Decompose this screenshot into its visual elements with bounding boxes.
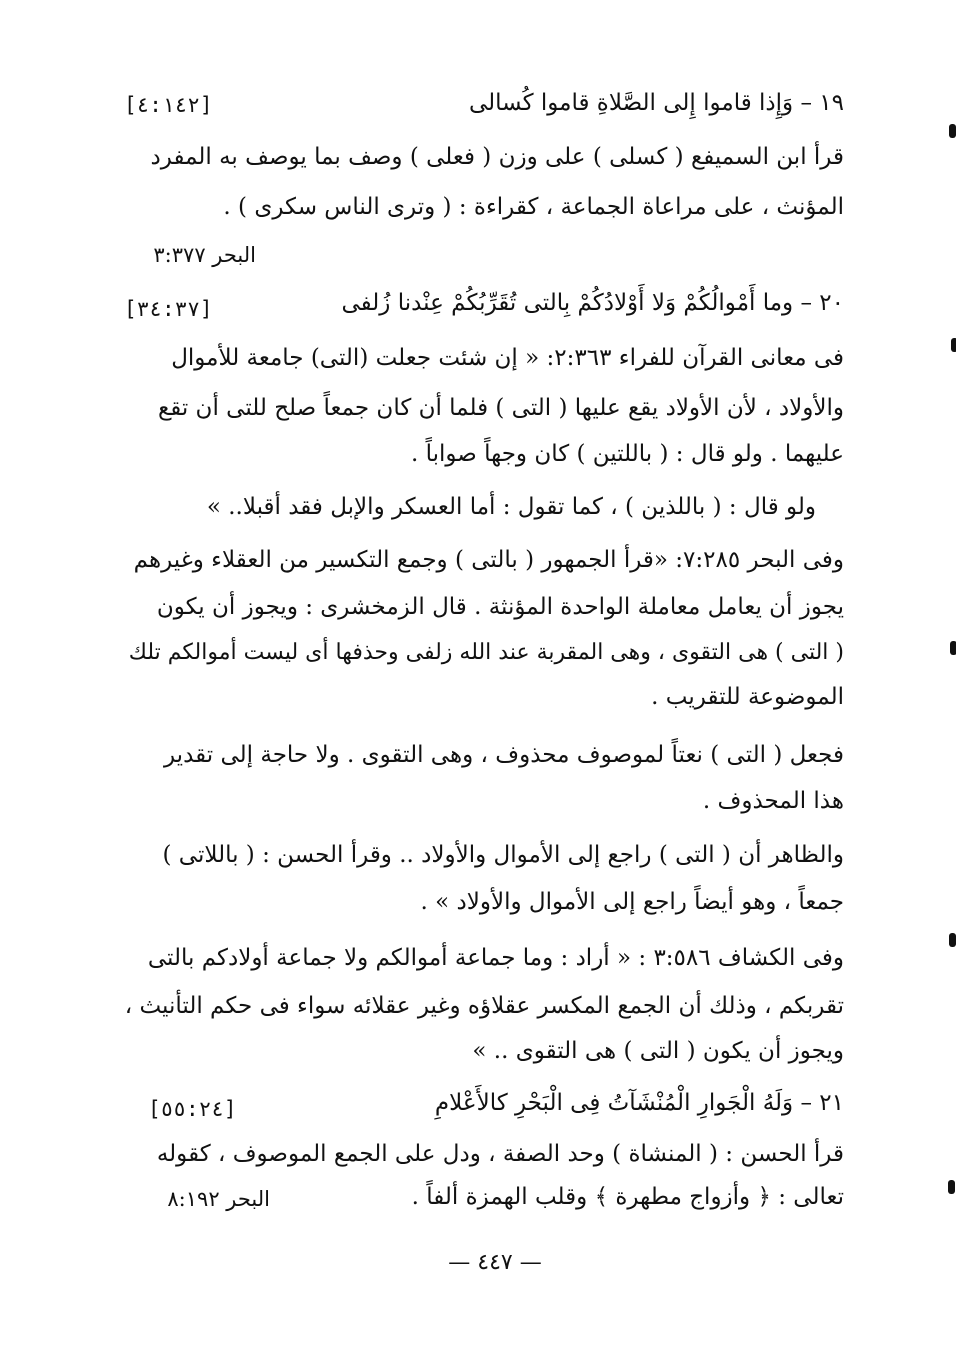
edge-mark [951,338,956,352]
edge-mark [949,124,956,138]
text-line: جمعاً ، وهو أيضاً راجع إلى الأموال والأولاد » . [420,889,844,915]
verse-21-ref: [٥٥:٢٤] [148,1097,237,1121]
source-citation: البحر ٨:١٩٢ [167,1187,270,1211]
text-line: قرأ ابن السميفع ( كسلى ) على وزن ( فعلى ) وصف بما يوصف به المفرد [150,144,844,170]
text-line: ( التى ) هى التقوى ، وهى المقربة عند الله زلفى وحذفها أى ليست أموالكم تلك [128,640,844,665]
text-line: فجعل ( التى ) نعتاً لموصوف محذوف ، وهى التقوى . ولا حاجة إلى تقدير [163,742,844,768]
source-citation: البحر ٣:٣٧٧ [153,243,256,267]
text-line: يجوز أن يعامل معاملة الواحدة المؤنثة . قال الزمخشرى : ويجوز أن يكون [156,594,844,620]
edge-mark [948,1180,955,1194]
text-line: عليهما . ولو قال : ( باللتين ) كان وجهاً صواباً . [410,441,844,467]
verse-21: ٢١ – وَلَهُ الْجَوارِ الْمُنْشَآتُ فِى الْبَحْرِ كالأَعْلامِ [434,1090,844,1116]
text-line: فى معانى القرآن للفراء ٢:٣٦٣: « إن شئت جعلت (التى) جامعة للأموال [171,345,844,371]
text-line: تعالى : ﴿ وأزواج مطهرة ﴾ وقلب الهمزة ألفاً . [411,1184,844,1210]
verse-20-ref: [٣٤:٣٧] [124,297,213,321]
verse-19: ١٩ – وَإِذا قاموا إِلى الصَّلاةِ قاموا كُسالى [468,90,844,116]
text-line: وفى البحر ٧:٢٨٥: «قرأ الجمهور ( بالتى ) وجمع التكسير من العقلاء وغيرهم [133,547,844,573]
text-line: والأولاد ، لأن الأولاد يقع عليها ( التى ) فلما أن كان جمعاً صلح للتى أن تقع [157,395,844,421]
text-line: الموضوعة للتقريب . [651,684,844,710]
text-line: ويجوز أن يكون ( التى ) هى التقوى .. » [472,1038,844,1064]
edge-mark [949,933,956,947]
verse-19-ref: [٤:١٤٢] [124,93,213,117]
verse-20: ٢٠ – وما أَمْوالُكُمْ وَلا أَوْلادُكُمْ بِالتى تُقَرِّبُكُمْ عِنْدنا زُلفى [341,290,844,316]
text-line: وفى الكشاف ٣:٥٨٦ : « أراد : وما جماعة أموالكم ولا جماعة أولادكم بالتى [147,945,844,971]
edge-mark [950,641,956,655]
text-line: تقربكم ، وذلك أن الجمع المكسر عقلاؤه وغير عقلائه سواء فى حكم التأنيث ، [124,993,844,1019]
page-number: — ٤٤٧ — [448,1250,542,1275]
text-line: ولو قال : ( باللذين ) ، كما تقول : أما العسكر والإبل فقد أقبلا.. » [206,494,816,520]
text-line: والظاهر أن ( التى ) راجع إلى الأموال والأولاد .. وقرأ الحسن : ( باللاتى ) [162,842,844,868]
text-line: المؤنث ، على مراعاة الجماعة ، كقراءة : ( وترى الناس سكرى ) . [223,194,844,220]
text-line: هذا المحذوف . [702,788,844,814]
text-line: قرأ الحسن : ( المنشاة ) وحد الصفة ، ودل على الجمع الموصوف ، كقوله [156,1141,844,1167]
